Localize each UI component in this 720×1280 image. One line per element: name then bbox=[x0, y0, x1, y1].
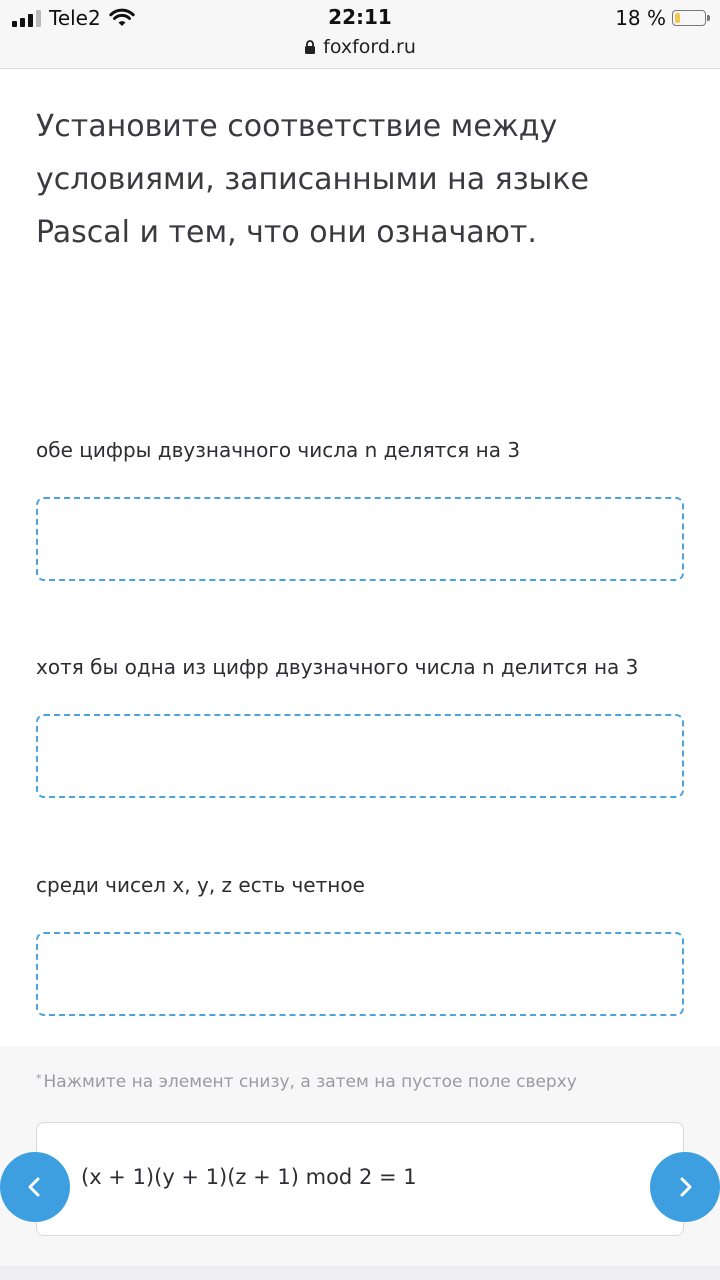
drop-zone-3[interactable] bbox=[36, 932, 684, 1016]
carrier-name: Tele2 bbox=[49, 6, 101, 30]
hint-mark: * bbox=[36, 1072, 42, 1085]
next-option-button[interactable] bbox=[650, 1152, 720, 1222]
battery-icon bbox=[672, 10, 706, 26]
question-title: Установите соответствие между условиями, записанными на языке Pascal и тем, что они означают. bbox=[36, 109, 589, 250]
battery-fill bbox=[675, 13, 680, 23]
bottom-bar bbox=[0, 1266, 720, 1280]
hint-text bbox=[36, 1072, 577, 1092]
battery-percent: 18 % bbox=[615, 6, 666, 30]
condition-label-3: среди чисел x, y, z есть четное bbox=[36, 873, 365, 897]
answer-option-text: (x + 1)(y + 1)(z + 1) mod 2 = 1 bbox=[81, 1165, 417, 1189]
previous-option-button[interactable] bbox=[0, 1152, 70, 1222]
drop-zone-2[interactable] bbox=[36, 714, 684, 798]
condition-label-1: обе цифры двузначного числа n делятся на 3 bbox=[36, 438, 521, 462]
chevron-right-icon bbox=[673, 1175, 697, 1199]
battery-status bbox=[615, 6, 706, 30]
clock: 22:11 bbox=[328, 5, 392, 29]
hint-label: Нажмите на элемент снизу, а затем на пустое поле сверху bbox=[43, 1072, 577, 1092]
chevron-left-icon bbox=[23, 1175, 47, 1199]
lock-icon bbox=[304, 40, 316, 54]
condition-label-2: хотя бы одна из цифр двузначного числа n делится на 3 bbox=[36, 655, 639, 679]
drop-zone-1[interactable] bbox=[36, 497, 684, 581]
answer-option-card[interactable] bbox=[36, 1122, 684, 1236]
address-bar[interactable] bbox=[0, 36, 720, 58]
answer-panel bbox=[0, 1046, 720, 1280]
status-bar bbox=[0, 0, 720, 69]
url-text: foxford.ru bbox=[323, 36, 416, 58]
